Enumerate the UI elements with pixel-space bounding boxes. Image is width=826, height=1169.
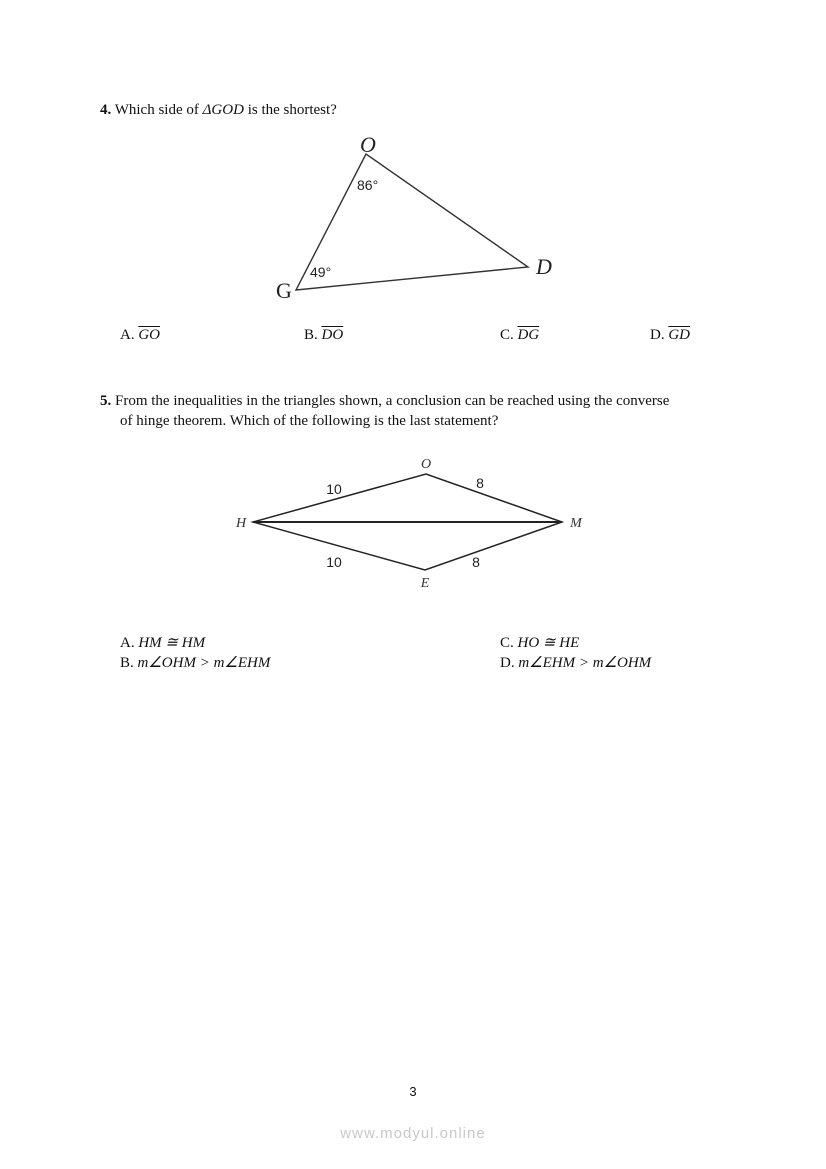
option-value: $\overline{DG}$ (517, 327, 540, 343)
question-number: 4. (100, 102, 112, 118)
option-letter: D. (500, 655, 515, 671)
vertex-label-g: G (276, 278, 292, 303)
option-d[interactable] (500, 654, 651, 672)
option-letter: B. (304, 327, 318, 343)
length-em: 8 (472, 554, 480, 570)
option-letter: B. (120, 655, 134, 671)
label-e: E (420, 576, 430, 591)
page-number: 3 (409, 1084, 417, 1099)
triangle-name: ΔGOD (202, 102, 244, 118)
length-he: 10 (326, 554, 342, 570)
option-value: HO ≅ HE (517, 635, 580, 651)
option-c[interactable] (500, 634, 579, 652)
option-value: $\overline{GD}$ (668, 327, 691, 343)
length-ho: 10 (326, 481, 342, 497)
option-letter: C. (500, 635, 514, 651)
option-value: m∠OHM > m∠EHM (137, 655, 271, 671)
question-text: From the inequalities in the triangles shown, a conclusion can be reached using the converse (115, 393, 670, 409)
watermark: www.modyul.online (340, 1125, 486, 1142)
label-h: H (235, 516, 247, 531)
option-value: $\overline{DO}$ (321, 327, 344, 343)
option-value: $\overline{GO}$ (138, 327, 161, 343)
length-om: 8 (476, 475, 484, 491)
question-text: Which side of (114, 102, 203, 118)
option-b[interactable] (304, 326, 343, 344)
option-c[interactable] (500, 326, 539, 344)
angle-label-g: 49° (310, 264, 332, 280)
option-value: HM ≅ HM (138, 635, 206, 651)
option-d[interactable] (650, 326, 690, 344)
option-b[interactable] (120, 654, 270, 672)
option-letter: A. (120, 327, 135, 343)
label-m: M (570, 516, 582, 531)
question-text-line2: of hinge theorem. Which of the following is the last statement? (120, 413, 499, 429)
vertex-label-o: O (360, 132, 376, 157)
option-a[interactable] (120, 634, 205, 652)
vertex-label-d: D (536, 254, 552, 279)
question-5 (100, 392, 669, 410)
question-number: 5. (100, 393, 112, 409)
option-letter: C. (500, 327, 514, 343)
question-text: is the shortest? (243, 102, 337, 118)
option-a[interactable] (120, 326, 160, 344)
option-value: m∠EHM > m∠OHM (518, 655, 652, 671)
label-o: O (420, 457, 432, 472)
option-letter: A. (120, 635, 135, 651)
option-letter: D. (650, 327, 665, 343)
angle-label-o: 86° (357, 177, 379, 193)
